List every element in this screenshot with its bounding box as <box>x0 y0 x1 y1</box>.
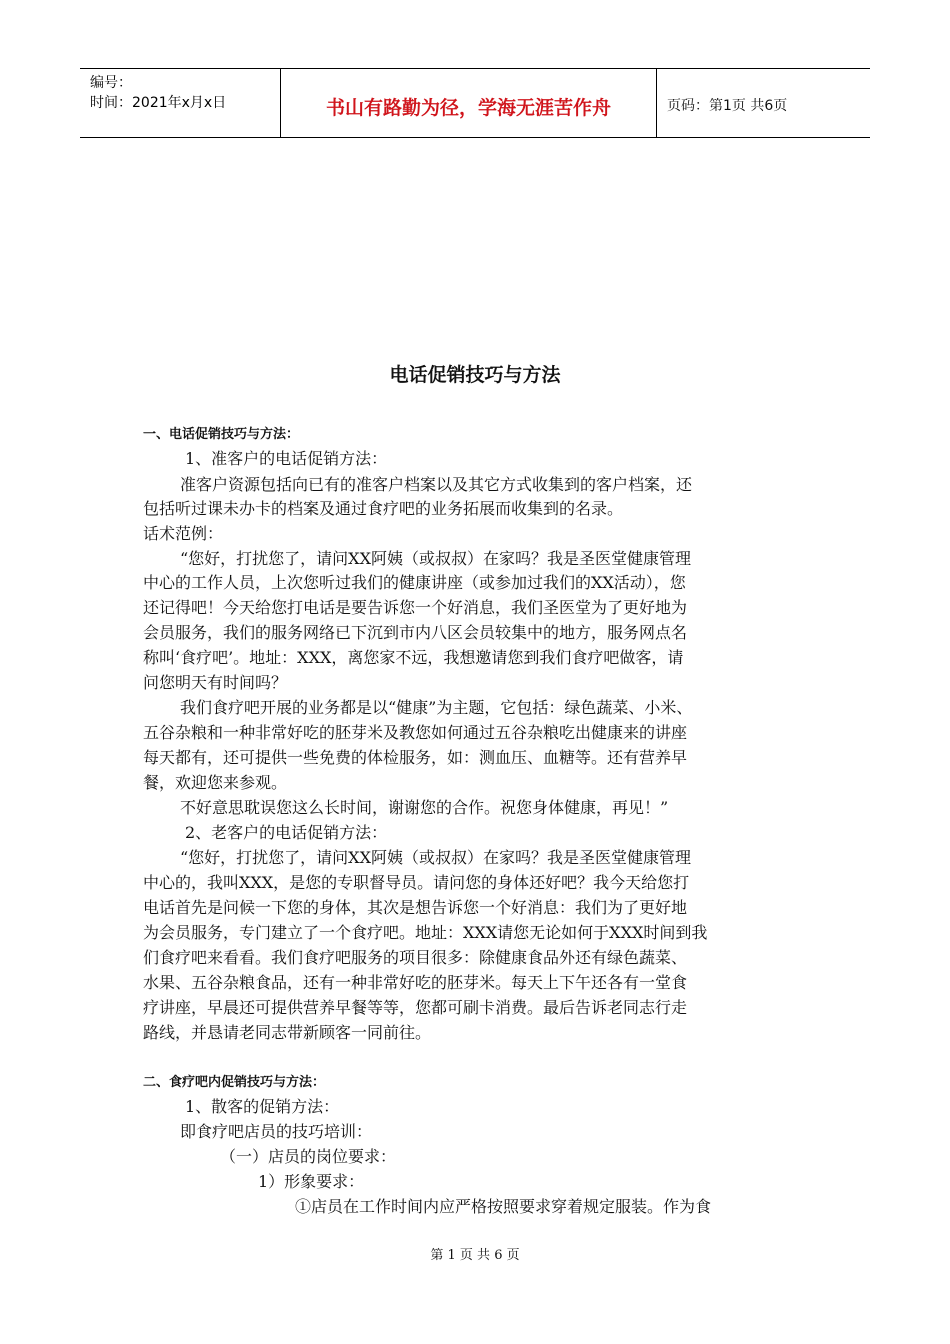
subsection-heading: 1、准客户的电话促销方法： <box>185 449 388 468</box>
paragraph-line: 称叫‘食疗吧’。地址：XXX，离您家不远，我想邀请您到我们食疗吧做客，请 <box>143 648 684 667</box>
paragraph-line: 路线，并恳请老同志带新顾客一同前往。 <box>143 1023 432 1042</box>
paragraph-line: 疗讲座，早晨还可提供营养早餐等等，您都可刷卡消费。最后告诉老同志行走 <box>143 998 688 1017</box>
motto: 书山有路勤为径，学海无涯苦作舟 <box>325 97 611 119</box>
paragraph-line: ①店员在工作时间内应严格按照要求穿着规定服装。作为食 <box>295 1197 712 1216</box>
paragraph-line: 中心的，我叫XXX，是您的专职督导员。请问您的身体还好吧？我今天给您打 <box>143 873 690 892</box>
paragraph-line: 水果、五谷杂粮食品，还有一种非常好吃的胚芽米。每天上下午还各有一堂食 <box>143 973 688 992</box>
paragraph-line: 们食疗吧来看看。我们食疗吧服务的项目很多：除健康食品外还有绿色蔬菜、 <box>143 948 688 967</box>
paragraph-line: 会员服务，我们的服务网络已下沉到市内八区会员较集中的地方，服务网点名 <box>143 623 688 642</box>
paragraph-line: “您好，打扰您了，请问XX阿姨（或叔叔）在家吗？我是圣医堂健康管理 <box>180 848 691 867</box>
paragraph-line: 我们食疗吧开展的业务都是以“健康”为主题，它包括：绿色蔬菜、小米、 <box>180 698 693 717</box>
paragraph-line: 问您明天有时间吗？ <box>143 673 288 692</box>
paragraph-line: 中心的工作人员，上次您听过我们的健康讲座（或参加过我们的XX活动），您 <box>143 573 686 592</box>
page-title: 电话促销技巧与方法 <box>389 364 561 386</box>
page-footer: 第 1 页 共 6 页 <box>430 1248 520 1263</box>
paragraph-line: 还记得吧！今天给您打电话是要告诉您一个好消息，我们圣医堂为了更好地为 <box>143 598 688 617</box>
section-heading: 一、电话促销技巧与方法： <box>143 427 300 442</box>
header-table <box>80 68 870 138</box>
header-meta-cell <box>80 69 281 137</box>
header-page-cell <box>657 69 870 137</box>
page-info: 页码：第1页 共6页 <box>667 98 788 114</box>
paragraph-line: 电话首先是问候一下您的身体，其次是想告诉您一个好消息：我们为了更好地 <box>143 898 688 917</box>
paragraph-line: 每天都有，还可提供一些免费的体检服务，如：测血压、血糖等。还有营养早 <box>143 748 688 767</box>
subsection-heading: 1、散客的促销方法： <box>185 1097 340 1116</box>
number-label: 编号： <box>90 75 132 91</box>
paragraph-line: 包括听过课未办卡的档案及通过食疗吧的业务拓展而收集到的名录。 <box>143 499 624 518</box>
paragraph-line: 1）形象要求： <box>258 1172 365 1191</box>
paragraph-line: 为会员服务，专门建立了一个食疗吧。地址：XXX请您无论如何于XXX时间到我 <box>143 923 708 942</box>
paragraph-line: 餐，欢迎您来参观。 <box>143 773 288 792</box>
date-line: 时间：2021年x月x日 <box>90 95 227 111</box>
paragraph-line: 五谷杂粮和一种非常好吃的胚芽米及教您如何通过五谷杂粮吃出健康来的讲座 <box>143 723 688 742</box>
subsection-heading: 2、老客户的电话促销方法： <box>185 823 388 842</box>
paragraph-line: 准客户资源包括向已有的准客户档案以及其它方式收集到的客户档案，还 <box>180 475 693 494</box>
paragraph-line: “您好，打扰您了，请问XX阿姨（或叔叔）在家吗？我是圣医堂健康管理 <box>180 549 691 568</box>
paragraph-line: 即食疗吧店员的技巧培训： <box>180 1122 373 1141</box>
header-motto-cell <box>281 69 657 137</box>
paragraph-line: （一）店员的岗位要求： <box>220 1147 397 1166</box>
paragraph-line: 话术范例： <box>143 524 224 543</box>
paragraph-line: 不好意思耽误您这么长时间，谢谢您的合作。祝您身体健康，再见！” <box>180 798 669 817</box>
section-heading: 二、食疗吧内促销技巧与方法： <box>143 1075 326 1090</box>
